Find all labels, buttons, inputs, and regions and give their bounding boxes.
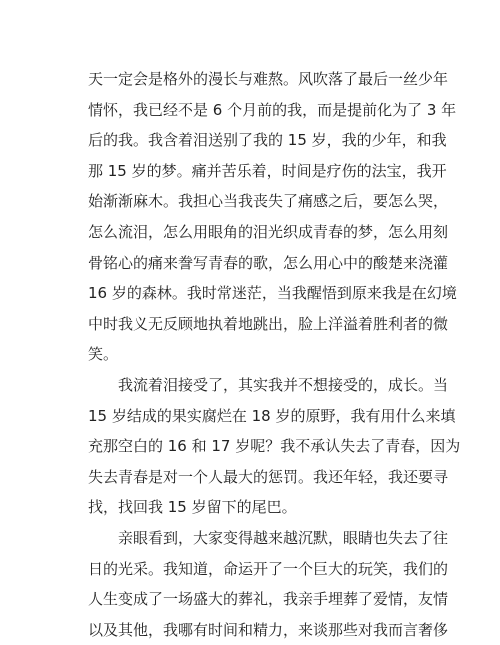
text-line: 怎么流泪，怎么用眼角的泪光织成青春的梦，怎么用刻 [88, 222, 449, 241]
text-line: 日的光采。我知道，命运开了一个巨大的玩笑，我们的 [88, 559, 449, 578]
text-line: 笑。 [88, 345, 119, 364]
text-line: 找，找回我 15 岁留下的尾巴。 [88, 498, 297, 517]
text-line: 情怀，我已经不是 6 个月前的我，而是提前化为了 3 年 [88, 100, 457, 119]
text-line: 以及其他，我哪有时间和精力，来谈那些对我而言奢侈 [88, 620, 449, 639]
paragraph-first-line: 亲眼看到，大家变得越来越沉默，眼睛也失去了往 [118, 528, 449, 547]
text-line: 天一定会是格外的漫长与难熬。风吹落了最后一丝少年 [88, 70, 449, 88]
text-line: 始渐渐麻木。我担心当我丧失了痛感之后，要怎么哭， [88, 192, 449, 211]
text-line: 充那空白的 16 和 17 岁呢？我不承认失去了青春，因为 [88, 437, 461, 456]
text-line: 16 岁的森林。我时常迷茫，当我醒悟到原来我是在幻境 [88, 284, 457, 303]
text-line: 骨铭心的痛来誊写青春的歌，怎么用心中的酸楚来浇灌 [88, 253, 449, 272]
text-line: 中时我义无反顾地执着地跳出，脸上洋溢着胜利者的微 [88, 314, 449, 333]
paragraph-first-line: 我流着泪接受了，其实我并不想接受的，成长。当 [118, 375, 449, 394]
text-line: 那 15 岁的梦。痛并苦乐着，时间是疗伤的法宝，我开 [88, 161, 447, 180]
text-line: 人生变成了一场盛大的葬礼，我亲手埋葬了爱情，友情 [88, 590, 449, 609]
article-body [88, 64, 461, 645]
text-line: 失去青春是对一个人最大的惩罚。我还年轻，我还要寻 [88, 467, 449, 486]
text-line: 15 岁结成的果实腐烂在 18 岁的原野，我有用什么来填 [88, 406, 456, 425]
text-line: 后的我。我含着泪送别了我的 15 岁，我的少年，和我 [88, 131, 447, 150]
